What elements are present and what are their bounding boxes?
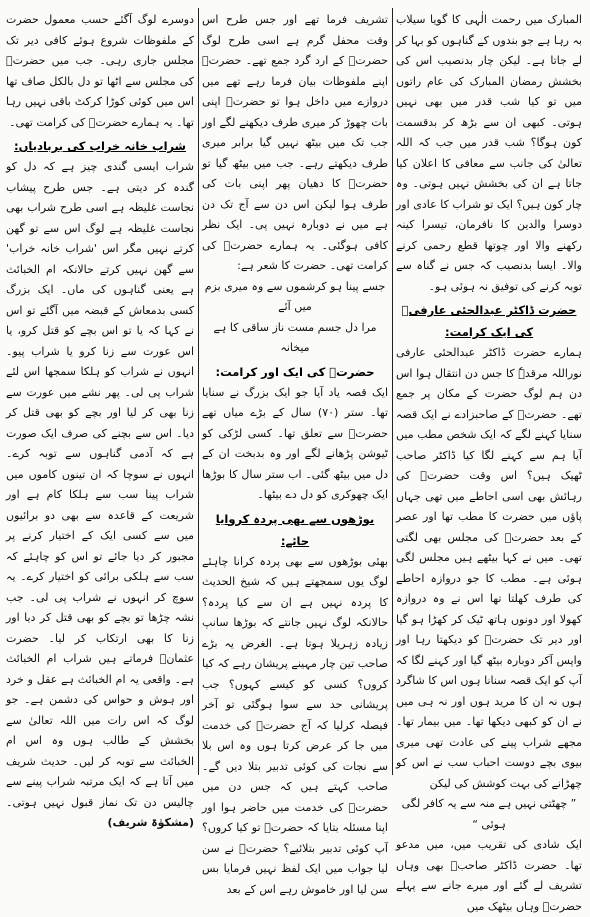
- section-heading: حضرت ڈاکٹر عبدالحئی عارفیؒ کی ایک کرامت:: [401, 303, 577, 339]
- paragraph: تشریف فرما تھے اور جس طرح اس وقت محفل گرم ہے اسی طرح لوگ حضرتؒ کے ارد گرد جمع تھے۔ حضرتؒ اپنے ملفوظات بیان فرما رہے تھے میں دروازے میں داخل ہوا تو حضرتؒ اپنی بات چھوڑ کر میری طرف دیکھنے لگے اور جب تک میں بیٹھ نہیں گیا برابر میری طرف دیکھتے رہے۔ جب میں بیٹھ گیا تو حضرتؒ کا دھیان پھر اپنی بات کی طرف ہوا لیکن اس دن سے آج تک دن ہے میں نے دوبارہ نہیں پی۔ ایک نظر کافی ہوگئی۔ یہ ہمارے حضرتؒ کی کرامت تھی۔ حضرت کا شعر ہے:: [202, 13, 388, 272]
- section-heading: شراب خانہ خراب کی بربادیاں:: [14, 139, 186, 153]
- left-column: [6, 10, 194, 829]
- paragraph: بھئی بوڑھوں سے بھی پردہ کرانا چاہئے لوگ یوں سمجھتے ہیں کہ شیخ الحدیث کا پردہ نہیں ہے ان سے کیا پردہ؟ حالانکہ لوگ نہیں جانتے کہ بوڑھا سانپ زیادہ زہریلا ہوتا ہے۔ الغرض یہ بڑے صاحب تین چار مہینے پریشان رہے کہ کیا کروں؟ کسی کو کیسے کہوں؟ جب پریشانی حد سے سوا ہوگئی تو آخر فیصلہ کرلیا کہ آج حضرتؒ کی خدمت میں جا کر عرض کرتا ہوں وہ اس بلا سے نجات کی کوئی تدبیر بتلا دیں گے۔ صاحب کہتے ہیں کہ جس دن میں حضرتؒ کی خدمت میں حاضر ہوا اور اپنا مسئلہ بتایا کہ حضرتؒ تو کیا کروں؟ آپ کوئی تدبیر بتلائیے؟ حضرتؒ نے سن لیا جواب میں ایک لفظ نہیں فرمایا بس سن لیا اور خاموش رہے اس کے بعد: [202, 554, 388, 896]
- paragraph: ایک شادی کی تقریب میں، میں مدعو تھا۔ حضرت ڈاکٹر صاحبؒ بھی وہاں تشریف لے گئے اور میرے جانے سے پہلے حضرتؒ وہاں بیٹھک میں: [396, 838, 582, 913]
- verse: جسے پینا ہو کرشموں سے وہ میری بزم میں آئے: [204, 279, 386, 313]
- column-divider: [392, 8, 393, 775]
- verse: مرا دل جسم مست ناز ساقی کا ہے میخانہ: [213, 320, 377, 354]
- paragraph: دوسرے لوگ آگئے حسب معمول حضرت کے ملفوظات شروع ہوئے کافی دیر تک مجلس جاری رہی۔ جب میں حضرتؒ کی مجلس سے اٹھا تو دل بالکل صاف تھا اس میں کوئی کوڑا کرکٹ باقی نہیں رہا تھا۔ یہ ہمارے حضرتؒ کی کرامت تھی۔: [6, 13, 194, 129]
- right-column: [396, 10, 582, 913]
- section-heading: بوڑھوں سے بھی پردہ کروایا جائے:: [215, 511, 375, 548]
- verse: ” چھٹتی نہیں ہے منہ سے یہ کافر لگی ہوئی “: [401, 797, 577, 831]
- paragraph: ایک قصہ یاد آیا جو ایک بزرگ نے سنایا تھا۔ ستر (۷۰) سال کے بڑے میاں تھے حضرتؒ سے تعلق تھا۔ کسی لڑکی کو ٹیوشن پڑھانے لگے اور وہ بدبخت ان کے دل میں بیٹھ گئی۔ اب ستر سال کا بوڑھا ایک چھوکری کو دل دے بیٹھا۔: [202, 385, 389, 501]
- section-heading: حضرتؒ کی ایک اور کرامت:: [215, 364, 375, 379]
- paragraph: المبارک میں رحمت الٰہی کا گویا سیلاب بہ رہا ہے جو بندوں کے گناہوں کو بہا کر لے جاتا ہے۔ لیکن چار بدنصیب اس کی بخشش رمضان المبارک کی عام راتوں میں تو کیا شب قدر میں بھی نہیں ہوتی۔ کبھی ان سے بڑھ کر بدقسمت کون ہوگا؟ شب قدر میں جب کہ اللہ تعالیٰ کی جانب سے معافی کا اعلان کیا جاتا ہے ان کی بخشش نہیں ہوتی۔ وہ چار کون ہیں؟ ایک تو شراب کا عادی اور دوسرا والدین کا نافرمان، تیسرا کینہ رکھنے والا اور چوتھا قطع رحمی کرنے والا۔ ایسا بدنصیب کہ جس نے گناہ سے توبہ کرنے کی توفیق نہ ہوئی ہو۔: [396, 13, 582, 293]
- citation: (مشکوٰۃ شریف): [107, 816, 194, 829]
- middle-column: [202, 10, 389, 896]
- paragraph-text: شراب ایسی گندی چیز ہے کہ دل کو گندہ کر دیتی ہے۔ جس طرح پیشاب نجاست غلیظہ ہے اسی طرح شراب بھی نجاست غلیظہ ہے لوگ اس سے تو گھن کرتے نہیں مگر اس 'شراب خانہ خراب' سے گھن نہیں کرتے حالانکہ ام الخبائث ہے یعنی گناہوں کی ماں۔ ایک بزرگ کسی بدمعاش کے قبضہ میں آگئے تو اس نے کہا کہ یا تو اس بچے کو قتل کرو، یا اس عورت سے زنا کرو یا شراب پیو۔ انہوں نے شراب کو ہلکا سمجھا اس لئے شراب پی لی۔ پھر نشے میں عورت سے زنا بھی کر لیا اور بچے کو بھی قتل کر دیا۔ اس سے بچنے کی صرف ایک صورت ہے کہ آدمی گناہوں سے توبہ کرے۔ انہوں نے سوچا کہ ان تینوں کاموں میں شراب پینا سب سے ہلکا کام ہے اور شریعت کے قاعدہ سے بھی دو برائیوں میں سے کسی ایک کے اختیار کرنے پر مجبور کر دیا جائے تو اس کو چاہئے کہ سب سے ہلکی برائی کو اختیار کرے۔ یہ سوچ کر انہوں نے شراب پی لی۔ جب نشہ چڑھا تو بچے کو بھی قتل کر دیا اور زنا کا بھی ارتکاب کر لیا۔ حضرت عثمانؓ فرماتے ہیں شراب ام الخبائث ہے۔ واقعی یہ ام الخبائث ہے عقل و خرد اور ہوش و حواس کی دشمن ہے۔ جو لوگ کہ اس رات میں اللہ تعالیٰ سے بخشش کے طالب ہوں وہ اس ام الخبائث سے توبہ کر لیں۔ حدیث شریف میں آتا ہے کہ ایک مرتبہ شراب پینے سے چالیس دن تک نماز قبول نہیں ہوتی۔: [6, 160, 194, 809]
- paragraph: [6, 157, 194, 834]
- paragraph: ہمارے حضرت ڈاکٹر عبدالحئی عارفی نوراللہ مرقدہٗ کا جس دن انتقال ہوا اس دن ہم لوگ حضرت کے مکان پر جمع تھے۔ حضرتؒ کے صاحبزادے نے ایک قصہ سنایا کہنے لگے کہ ایک شخص مطب میں آیا ہم سے کہنے لگا کیا ڈاکٹر صاحب ٹھیک ہیں؟ اس وقت حضرتؒ کی رہائش بھی اسی احاطے میں تھی جہاں پاؤں میں حضرت کا مطب تھا اور عصر کے بعد حضرتؒ کی مجلس بھی لگتی تھی۔ میں نے کہا بیٹھے ہیں مجلس لگی ہوئی ہے۔ مطب کا جو دروازہ احاطے کی طرف کھلتا تھا اس نے وہ دروازہ کھولا اور دونوں ہاتھ ٹیک کر کھڑا ہو گیا اور دیر تک حضرتؒ کو دیکھتا رہا اور واپس آکر دوبارہ بیٹھ گیا اور کہنے لگا کہ آپ کو ایک قصہ سنانا ہوں اس کا شاگرد ہوں نہ ان کا مرید ہوں اور نہ ہی میں نے ان کو کبھی دیکھا تھا۔ میں بیمار تھا۔ مجھے شراب پینے کی عادت تھی میری بیوی بچے دوست احباب سب نے اس کو چھڑانے کی بہت کوشش کی لیکن: [396, 346, 582, 790]
- column-divider: [198, 8, 199, 775]
